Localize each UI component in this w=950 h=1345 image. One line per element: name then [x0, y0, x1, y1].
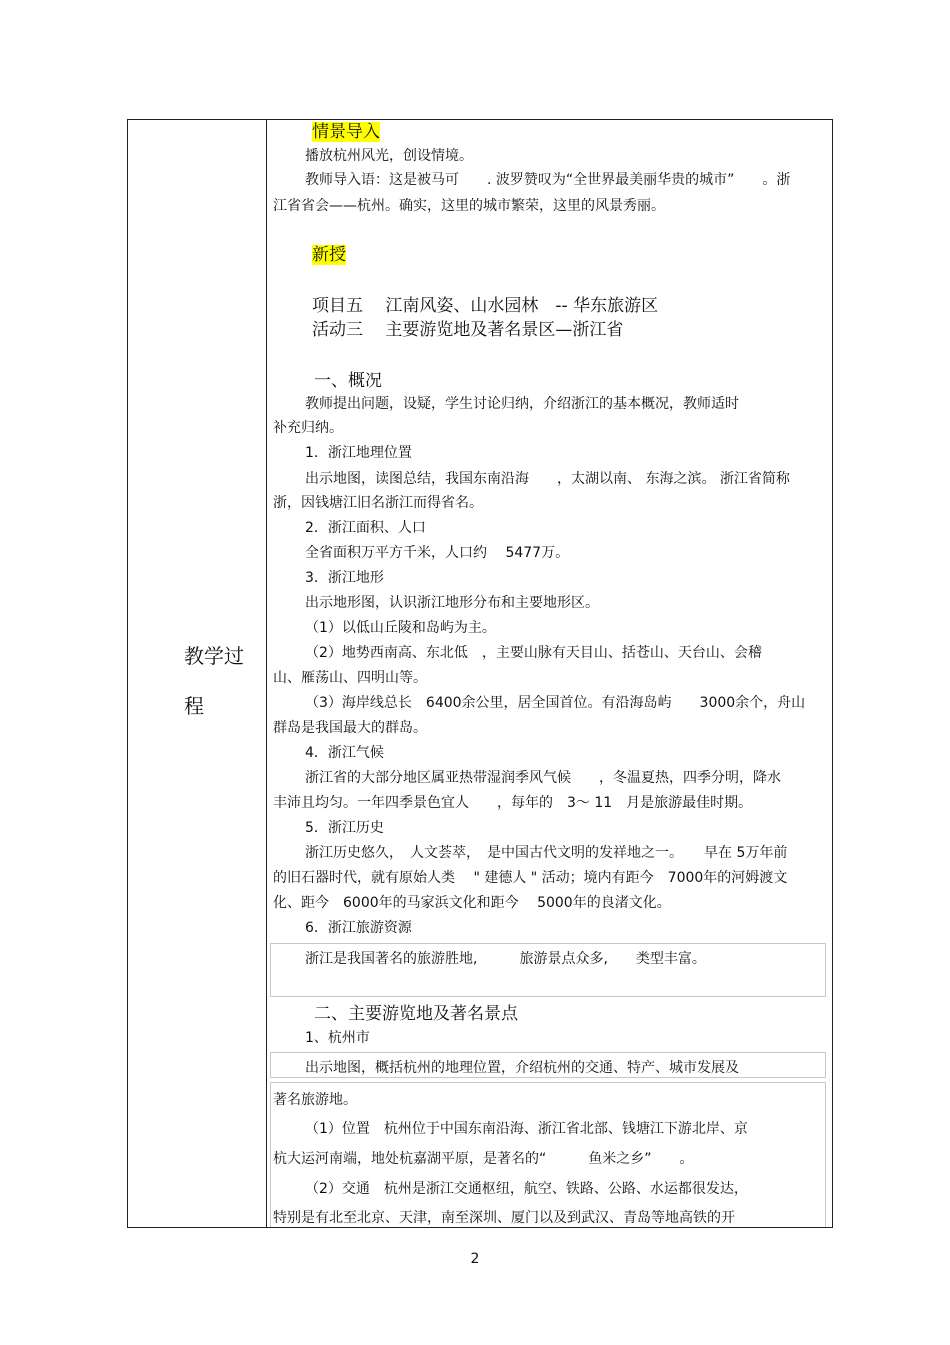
subsection-heading: 1、杭州市: [305, 1030, 370, 1046]
text-line: 出示地形图，认识浙江地形分布和主要地形区。: [305, 595, 599, 611]
text-line: 播放杭州风光，创设情境。: [305, 148, 473, 164]
heading-new-lesson: 新授: [312, 245, 346, 265]
text-line: 杭大运河南端，地处杭嘉湖平原，是著名的“ 鱼米之乡” 。: [273, 1151, 694, 1167]
text-line: 浙，因钱塘江旧名浙江而得省名。: [273, 495, 483, 511]
subsection-heading: 5．浙江历史: [305, 820, 384, 836]
lesson-table: [127, 119, 833, 1228]
text-line: 化、距今 6000年的马家浜文化和距今 5000年的良渚文化。: [273, 895, 671, 911]
text-line: 著名旅游地。: [273, 1092, 357, 1108]
text-line: 教师导入语：这是被马可 . 波罗赞叹为“全世界最美丽华贵的城市” 。浙: [305, 172, 791, 188]
subsection-heading: 3．浙江地形: [305, 570, 384, 586]
text-line: 全省面积万平方千米，人口约 5477万。: [305, 545, 570, 561]
section-heading: 二、主要游览地及著名景点: [314, 1004, 518, 1024]
text-line: （1）位置 杭州位于中国东南沿海、浙江省北部、钱塘江下游北岸、京: [305, 1121, 748, 1137]
text-line: 出示地图，概括杭州的地理位置，介绍杭州的交通、特产、城市发展及: [305, 1060, 739, 1076]
subsection-heading: 6．浙江旅游资源: [305, 920, 412, 936]
text-line: 山、雁荡山、四明山等。: [273, 670, 427, 686]
heading-scenario-intro: 情景导入: [312, 122, 380, 142]
subsection-heading: 2．浙江面积、人口: [305, 520, 426, 536]
row-label-line1: 教学过: [184, 644, 244, 668]
subsection-heading: 1．浙江地理位置: [305, 445, 412, 461]
text-line: 出示地图，读图总结，我国东南沿海 ，太湖以南、 东海之滨。 浙江省简称: [305, 471, 790, 487]
project-title: 项目五 江南风姿、山水园林 -- 华东旅游区: [312, 296, 659, 316]
content-cell: [268, 120, 832, 1227]
section-heading: 一、概况: [314, 371, 382, 391]
text-line: 丰沛且均匀。一年四季景色宜人 ，每年的 3～ 11 月是旅游最佳时期。: [273, 795, 753, 811]
text-line: 特别是有北至北京、天津，南至深圳、厦门以及到武汉、青岛等地高铁的开: [273, 1210, 735, 1226]
activity-title: 活动三 主要游览地及著名景区—浙江省: [312, 320, 624, 340]
text-line: 江省省会——杭州。确实，这里的城市繁荣，这里的风景秀丽。: [273, 198, 665, 214]
column-divider: [266, 120, 267, 1227]
text-line: （2）交通 杭州是浙江交通枢纽，航空、铁路、公路、水运都很发达，: [305, 1181, 748, 1197]
text-line: （1）以低山丘陵和岛屿为主。: [305, 620, 496, 636]
text-line: 浙江历史悠久， 人文荟萃， 是中国古代文明的发祥地之一。 早在 5万年前: [305, 845, 788, 861]
subsection-heading: 4．浙江气候: [305, 745, 384, 761]
text-line: 教师提出问题，设疑，学生讨论归纳，介绍浙江的基本概况，教师适时: [305, 396, 739, 412]
text-line: 补充归纳。: [273, 420, 343, 436]
row-label-line2: 程: [184, 694, 204, 718]
page-number: 2: [470, 1251, 480, 1267]
text-line: 群岛是我国最大的群岛。: [273, 720, 427, 736]
text-line: 浙江省的大部分地区属亚热带湿润季风气候 ，冬温夏热，四季分明，降水: [305, 770, 781, 786]
text-line: （3）海岸线总长 6400余公里，居全国首位。有沿海岛屿 3000余个，舟山: [305, 695, 806, 711]
text-line: 的旧石器时代，就有原始人类 " 建德人 " 活动；境内有距今 7000年的河姆渡文: [273, 870, 788, 886]
text-line: 浙江是我国著名的旅游胜地, 旅游景点众多, 类型丰富。: [305, 951, 706, 967]
text-line: （2）地势西南高、东北低 ，主要山脉有天目山、括苍山、天台山、会稽: [305, 645, 762, 661]
